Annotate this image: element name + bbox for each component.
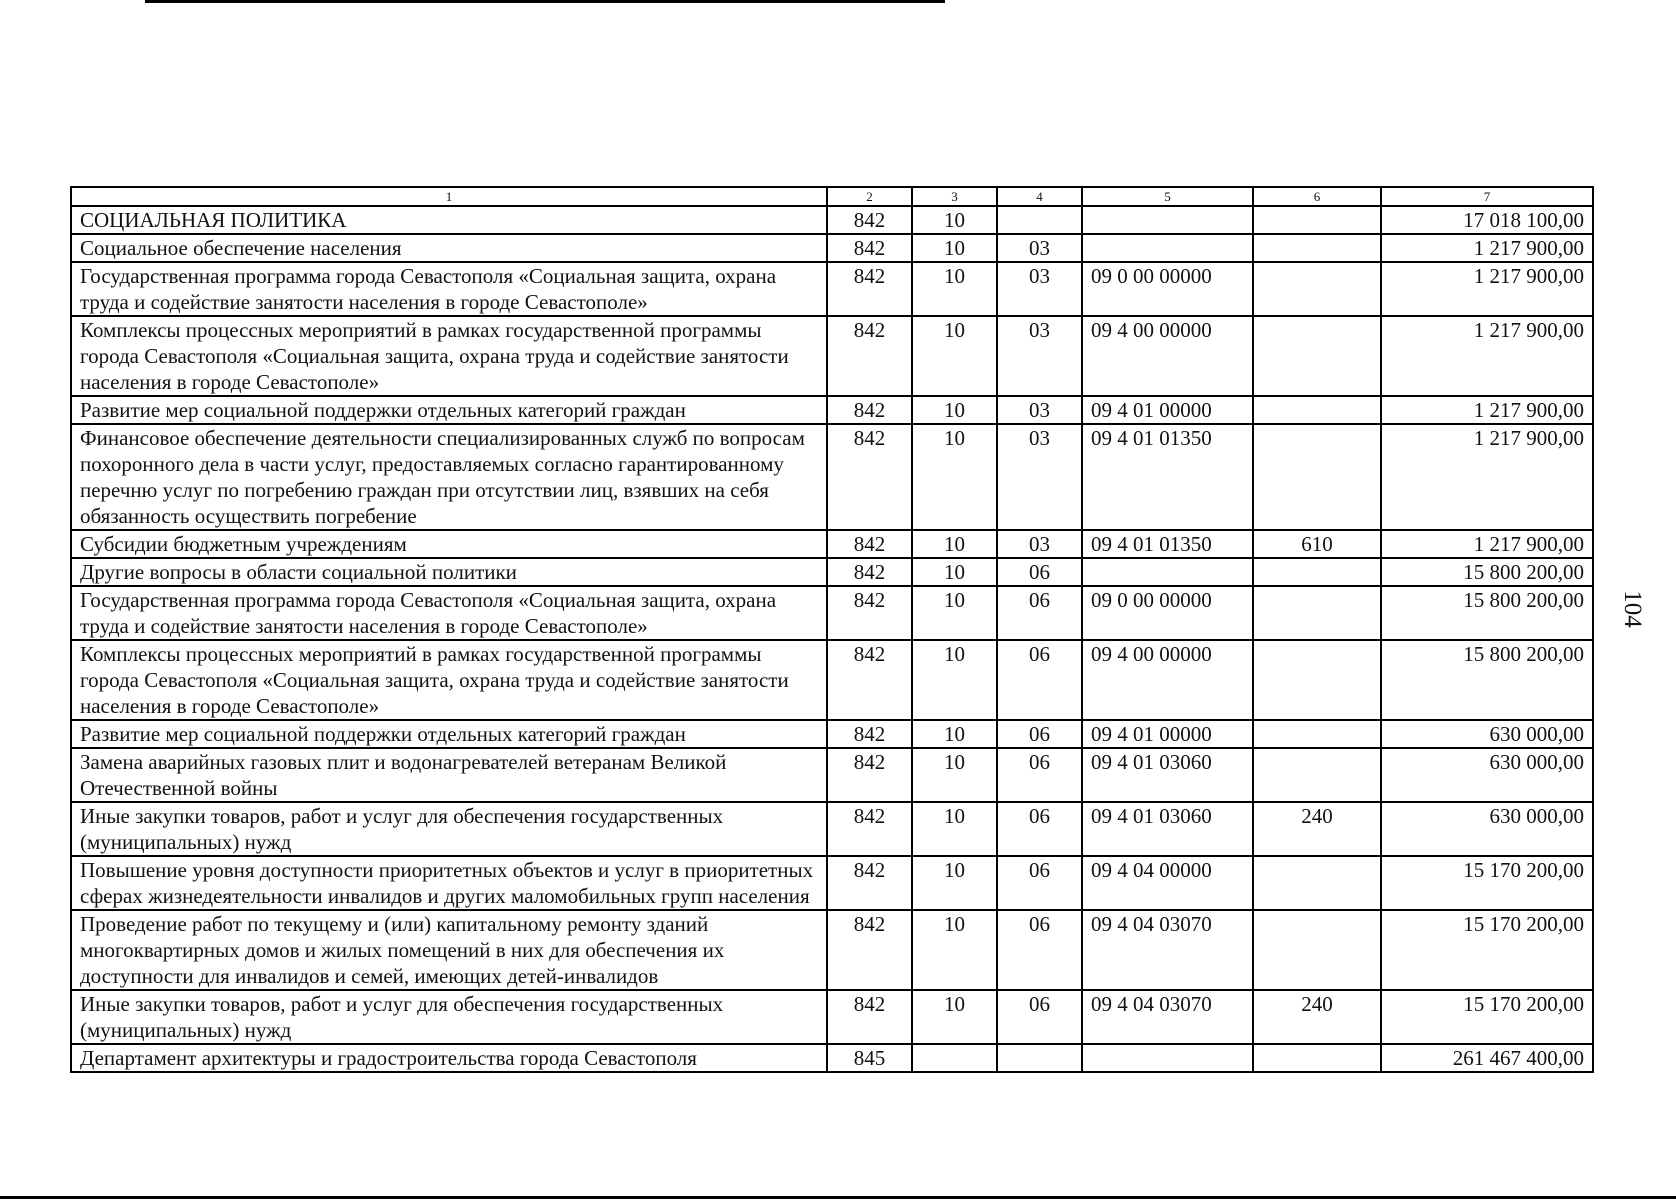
row-subsection-cell: 03 [997,234,1082,262]
table-row [71,856,1593,910]
row-name-cell: Повышение уровня доступности приоритетных объектов и услуг в приоритетных сферах жизнедеятельности инвалидов и других маломобильных групп населения [71,856,827,910]
table-row [71,558,1593,586]
column-number-4: 4 [997,187,1082,206]
row-code-cell: 842 [827,640,912,720]
row-subsection-cell: 06 [997,720,1082,748]
row-amount-cell: 630 000,00 [1381,802,1593,856]
row-subsection-cell: 06 [997,558,1082,586]
row-subsection-cell: 06 [997,990,1082,1044]
top-rule [145,0,945,3]
row-subsection-cell [997,1044,1082,1072]
row-section-cell: 10 [912,262,997,316]
row-amount-cell: 1 217 900,00 [1381,234,1593,262]
table-row [71,396,1593,424]
row-section-cell: 10 [912,206,997,234]
table-row [71,206,1593,234]
row-amount-cell: 15 800 200,00 [1381,586,1593,640]
row-code-cell: 842 [827,316,912,396]
row-name-cell: Комплексы процессных мероприятий в рамках государственной программы города Севастополя «Социальная защита, охрана труда и содействие занятости населения в городе Севастополе» [71,316,827,396]
row-code-cell: 842 [827,234,912,262]
row-section-cell: 10 [912,234,997,262]
row-section-cell: 10 [912,424,997,530]
row-name-cell: Иные закупки товаров, работ и услуг для обеспечения государственных (муниципальных) нужд [71,990,827,1044]
row-name-cell: Финансовое обеспечение деятельности специализированных служб по вопросам похоронного дела в части услуг, предоставляемых согласно гарантированному перечню услуг по погребению граждан при отсутствии лиц, взявших на себя обязанность осуществить погребение [71,424,827,530]
row-target-cell [1082,234,1253,262]
row-amount-cell: 261 467 400,00 [1381,1044,1593,1072]
row-target-cell: 09 4 04 03070 [1082,910,1253,990]
row-amount-cell: 15 170 200,00 [1381,990,1593,1044]
row-name-cell: Замена аварийных газовых плит и водонагревателей ветеранам Великой Отечественной войны [71,748,827,802]
row-expense-cell [1253,424,1381,530]
row-section-cell: 10 [912,396,997,424]
row-amount-cell: 17 018 100,00 [1381,206,1593,234]
row-expense-cell [1253,234,1381,262]
table-row [71,316,1593,396]
row-name-cell: Проведение работ по текущему и (или) капитальному ремонту зданий многоквартирных домов и жилых помещений в них для обеспечения их доступности для инвалидов и семей, имеющих детей-инвалидов [71,910,827,990]
row-target-cell: 09 4 01 01350 [1082,530,1253,558]
table-row [71,720,1593,748]
bottom-rule [0,1196,1676,1199]
row-name-cell: Иные закупки товаров, работ и услуг для обеспечения государственных (муниципальных) нужд [71,802,827,856]
row-expense-cell [1253,748,1381,802]
row-code-cell: 842 [827,262,912,316]
row-expense-cell: 240 [1253,802,1381,856]
row-expense-cell [1253,586,1381,640]
row-name-cell: Департамент архитектуры и градостроительства города Севастополя [71,1044,827,1072]
row-section-cell: 10 [912,990,997,1044]
table-row [71,262,1593,316]
table-row [71,748,1593,802]
row-target-cell: 09 4 04 03070 [1082,990,1253,1044]
row-name-cell: Государственная программа города Севастополя «Социальная защита, охрана труда и содействие занятости населения в городе Севастополе» [71,586,827,640]
row-expense-cell [1253,910,1381,990]
row-amount-cell: 630 000,00 [1381,720,1593,748]
row-expense-cell [1253,396,1381,424]
row-name-cell: Социальное обеспечение населения [71,234,827,262]
column-number-7: 7 [1381,187,1593,206]
table-row [71,910,1593,990]
table-row [71,802,1593,856]
row-target-cell: 09 4 01 03060 [1082,748,1253,802]
row-expense-cell [1253,1044,1381,1072]
budget-table [70,186,1594,1073]
row-section-cell: 10 [912,586,997,640]
row-subsection-cell: 03 [997,424,1082,530]
row-name-cell: Государственная программа города Севастополя «Социальная защита, охрана труда и содействие занятости населения в городе Севастополе» [71,262,827,316]
row-subsection-cell: 06 [997,910,1082,990]
row-code-cell: 842 [827,990,912,1044]
row-target-cell: 09 4 04 00000 [1082,856,1253,910]
column-number-row [71,187,1593,206]
table-row [71,640,1593,720]
row-subsection-cell: 06 [997,802,1082,856]
row-code-cell: 842 [827,586,912,640]
row-subsection-cell: 03 [997,396,1082,424]
page-number: 104 [1619,590,1646,628]
row-section-cell: 10 [912,530,997,558]
row-target-cell [1082,558,1253,586]
row-expense-cell [1253,720,1381,748]
row-section-cell: 10 [912,640,997,720]
row-expense-cell [1253,316,1381,396]
row-expense-cell: 240 [1253,990,1381,1044]
row-amount-cell: 1 217 900,00 [1381,530,1593,558]
row-code-cell: 842 [827,424,912,530]
row-section-cell: 10 [912,316,997,396]
row-expense-cell [1253,262,1381,316]
row-amount-cell: 1 217 900,00 [1381,424,1593,530]
row-code-cell: 842 [827,910,912,990]
row-subsection-cell [997,206,1082,234]
row-target-cell: 09 4 01 03060 [1082,802,1253,856]
table-row [71,990,1593,1044]
row-subsection-cell: 03 [997,530,1082,558]
row-section-cell: 10 [912,856,997,910]
column-number-3: 3 [912,187,997,206]
row-name-cell: СОЦИАЛЬНАЯ ПОЛИТИКА [71,206,827,234]
row-subsection-cell: 03 [997,316,1082,396]
row-amount-cell: 15 800 200,00 [1381,558,1593,586]
row-name-cell: Развитие мер социальной поддержки отдельных категорий граждан [71,396,827,424]
row-amount-cell: 630 000,00 [1381,748,1593,802]
row-code-cell: 842 [827,856,912,910]
row-code-cell: 842 [827,720,912,748]
row-amount-cell: 15 170 200,00 [1381,856,1593,910]
column-number-6: 6 [1253,187,1381,206]
row-amount-cell: 15 170 200,00 [1381,910,1593,990]
row-name-cell: Другие вопросы в области социальной политики [71,558,827,586]
table-row [71,586,1593,640]
table-row [71,1044,1593,1072]
row-expense-cell [1253,206,1381,234]
row-target-cell: 09 0 00 00000 [1082,586,1253,640]
row-subsection-cell: 06 [997,586,1082,640]
row-target-cell [1082,206,1253,234]
row-amount-cell: 1 217 900,00 [1381,262,1593,316]
row-target-cell [1082,1044,1253,1072]
column-number-2: 2 [827,187,912,206]
row-target-cell: 09 4 01 00000 [1082,720,1253,748]
row-section-cell: 10 [912,910,997,990]
row-code-cell: 842 [827,396,912,424]
row-target-cell: 09 4 00 00000 [1082,316,1253,396]
row-amount-cell: 15 800 200,00 [1381,640,1593,720]
row-name-cell: Развитие мер социальной поддержки отдельных категорий граждан [71,720,827,748]
row-section-cell: 10 [912,802,997,856]
row-expense-cell [1253,558,1381,586]
row-subsection-cell: 06 [997,640,1082,720]
row-section-cell: 10 [912,720,997,748]
row-amount-cell: 1 217 900,00 [1381,316,1593,396]
row-name-cell: Субсидии бюджетным учреждениям [71,530,827,558]
table-row [71,530,1593,558]
row-target-cell: 09 4 01 01350 [1082,424,1253,530]
row-code-cell: 842 [827,558,912,586]
row-amount-cell: 1 217 900,00 [1381,396,1593,424]
row-target-cell: 09 4 00 00000 [1082,640,1253,720]
row-code-cell: 842 [827,748,912,802]
row-target-cell: 09 0 00 00000 [1082,262,1253,316]
row-expense-cell [1253,856,1381,910]
row-section-cell [912,1044,997,1072]
row-code-cell: 842 [827,530,912,558]
row-expense-cell: 610 [1253,530,1381,558]
row-section-cell: 10 [912,748,997,802]
row-subsection-cell: 03 [997,262,1082,316]
table-row [71,424,1593,530]
row-code-cell: 842 [827,802,912,856]
row-section-cell: 10 [912,558,997,586]
row-expense-cell [1253,640,1381,720]
row-name-cell: Комплексы процессных мероприятий в рамках государственной программы города Севастополя «Социальная защита, охрана труда и содействие занятости населения в городе Севастополе» [71,640,827,720]
table-row [71,234,1593,262]
row-subsection-cell: 06 [997,748,1082,802]
row-subsection-cell: 06 [997,856,1082,910]
row-code-cell: 845 [827,1044,912,1072]
row-target-cell: 09 4 01 00000 [1082,396,1253,424]
row-code-cell: 842 [827,206,912,234]
column-number-1: 1 [71,187,827,206]
column-number-5: 5 [1082,187,1253,206]
